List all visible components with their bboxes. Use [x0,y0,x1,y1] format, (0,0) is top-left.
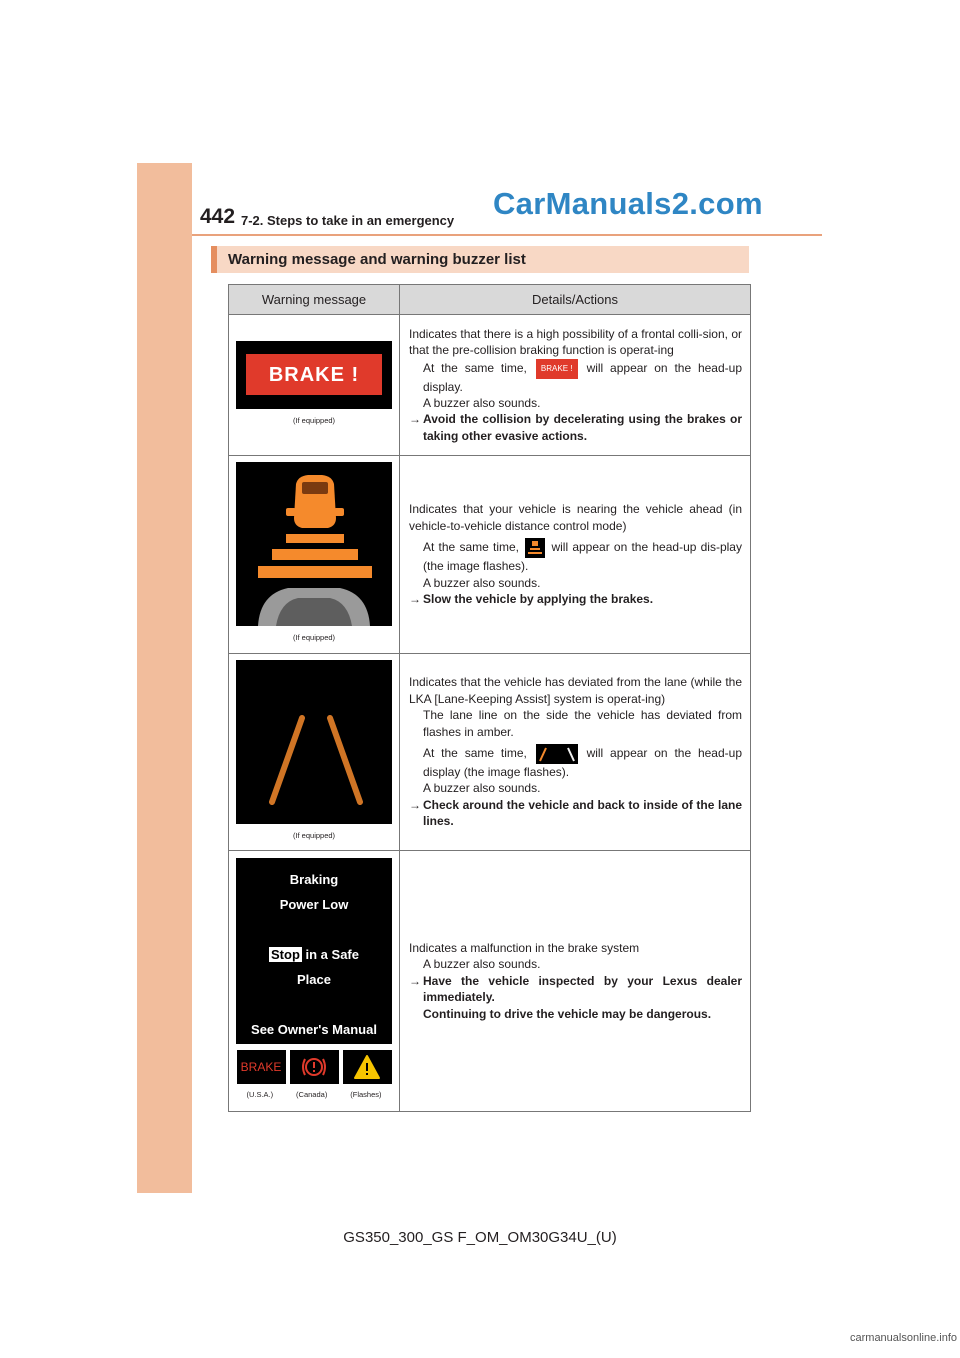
detail-hud-line [409,538,742,574]
screen-line-stop [236,947,392,963]
detail-text: A buzzer also sounds. [423,396,541,410]
detail-text: Indicates that your vehicle is nearing the vehicle ahead (in vehicle-to-vehicle distance control mode) [409,502,742,533]
screen-line-manual: See Owner's Manual [251,1022,377,1038]
action-text: Check around the vehicle and back to inside of the lane lines. [423,797,742,829]
brake-hud-icon [536,359,578,379]
warning-triangle-icon [343,1050,392,1084]
bottom-logo: carmanualsonline.info [850,1332,958,1344]
detail-text: will appear on the head-up display (the image flashes). [423,746,742,779]
warning-image-cell [229,851,400,1112]
detail-text: A buzzer also sounds. [423,781,541,796]
action-text: Avoid the collision by decelerating using the brakes or taking other evasive actions. [423,412,742,443]
if-equipped-note: (If equipped) [292,415,336,425]
screen-line-braking: Braking [289,872,339,888]
lane-departure-image [236,660,392,824]
brake-warning-text: BRAKE ! [268,363,360,386]
details-cell [400,851,751,1112]
arrow-icon: → [409,797,421,812]
brake-circle-icon [290,1050,339,1084]
detail-hud-line [409,744,742,780]
brake-warning-box [246,354,382,395]
arrow-icon: → [409,412,421,427]
action-text: Continuing to drive the vehicle may be dangerous. [423,1006,712,1021]
detail-text: will appear on the head-up display. [423,360,742,394]
if-equipped-note: (If equipped) [292,830,336,840]
caption-flashes: (Flashes) [350,1090,382,1100]
brake-hud-icon-text: BRAKE ! [540,363,573,373]
icon-captions [235,1087,393,1103]
header-rule [192,234,822,236]
action-text: Slow the vehicle by applying the brakes. [423,592,654,607]
detail-text: Indicates that the vehicle has deviated from the lane (while the LKA [Lane-Keeping Assist] system is operat-ing) [409,675,742,706]
screen-line-place: Place [297,972,331,988]
arrow-icon: → [409,592,421,607]
vehicle-approach-image [236,462,392,626]
table-row [229,315,751,456]
footer-code: GS350_300_GS F_OM_OM30G34U_(U) [343,1229,617,1246]
detail-text: Indicates a malfunction in the brake system [409,940,640,955]
detail-text: will appear on the head-up dis-play (the image flashes). [423,540,742,574]
brake-system-screen [236,858,392,1044]
screen-line-power-low: Power Low [279,897,349,913]
caption-canada: (Canada) [296,1090,328,1100]
brake-icon-row [229,1050,399,1084]
action-line [409,973,742,1022]
watermark: CarManuals2.com [493,186,763,221]
detail-hud-line [409,359,742,395]
column-header-details: Details/Actions [400,285,751,315]
table-row [229,851,751,1112]
warning-table [228,284,751,1112]
arrow-icon: → [409,973,421,988]
brake-text-icon [237,1050,286,1084]
caption-usa: (U.S.A.) [246,1090,274,1100]
detail-text: Indicates that there is a high possibility of a frontal colli-sion, or that the pre-collision braking function is operat-ing [409,326,742,358]
detail-text: At the same time, [423,540,520,555]
warning-image-cell [229,456,400,654]
details-cell [400,315,751,456]
detail-text: At the same time, [423,746,527,761]
column-header-message: Warning message [229,285,400,315]
lane-hud-icon [536,744,578,764]
action-line [409,411,742,444]
action-line [409,591,742,607]
stop-highlight: Stop [271,947,300,963]
details-cell [400,654,751,851]
warning-image-cell [229,654,400,851]
warning-image-cell [229,315,400,456]
action-text: Have the vehicle inspected by your Lexus dealer immediately. [423,973,742,1005]
table-row [229,456,751,654]
action-block [423,973,742,1022]
details-cell [400,456,751,654]
table-row [229,654,751,851]
sidebar-tab [137,163,192,1193]
screen-line-safe: in a Safe [305,947,359,963]
detail-text: A buzzer also sounds. [423,957,541,972]
action-line [409,797,742,830]
detail-text: The lane line on the side the vehicle has deviated from flashes in amber. [423,708,742,739]
brake-display-image [236,341,392,409]
detail-text: At the same time, [423,360,527,375]
vehicle-ahead-hud-icon [525,538,545,558]
detail-text: A buzzer also sounds. [423,575,541,590]
if-equipped-note: (If equipped) [292,633,336,643]
section-title: 7-2. Steps to take in an emergency [241,213,455,228]
table-header-row [229,285,751,315]
section-heading [211,246,749,273]
heading-text: Warning message and warning buzzer list [228,251,526,268]
brake-text-icon-label: BRAKE [240,1060,282,1075]
page-number: 442 [200,205,236,228]
